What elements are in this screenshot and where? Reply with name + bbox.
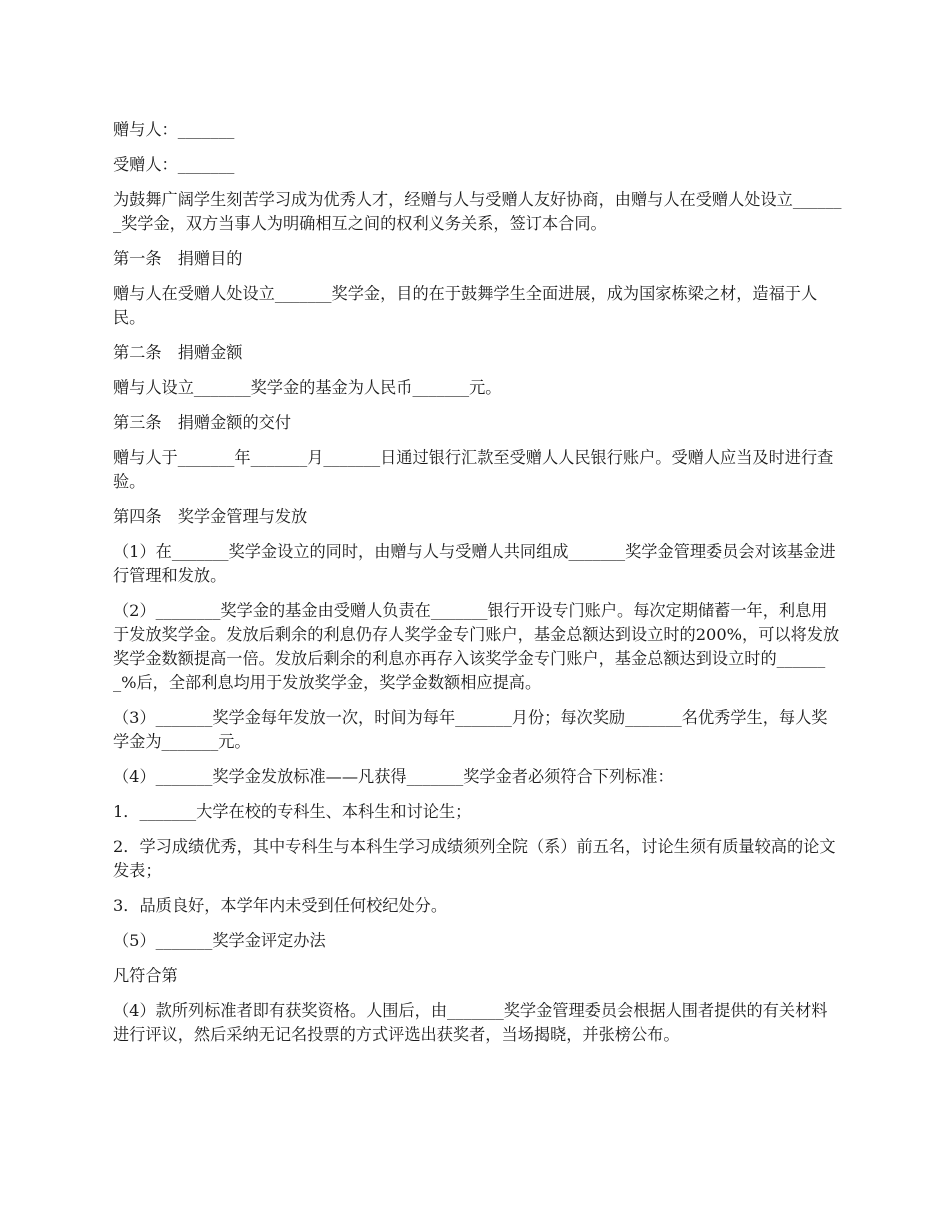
- criteria-1: 1．_______大学在校的专科生、本科生和讨论生；: [113, 802, 472, 821]
- criteria-3: 3．品质良好，本学年内未受到任何校纪处分。: [113, 896, 448, 915]
- article-2-text: 赠与人设立_______奖学金的基金为人民币_______元。: [113, 378, 502, 397]
- article-1-text: 赠与人在受赠人处设立_______奖学金，目的在于鼓舞学生全面进展，成为国家栋梁之材，造福于人民。: [113, 284, 818, 327]
- article-4-heading: 第四条 奖学金管理与发放: [113, 507, 308, 526]
- donor-line: 赠与人：_______: [113, 120, 235, 139]
- article-4-item-5-text: （4）款所列标准者即有获奖资格。人围后，由_______奖学金管理委员会根据人围者提供的有关材料进行评议，然后采纳无记名投票的方式评选出获奖者，当场揭晓，并张榜公布。: [113, 1001, 828, 1044]
- criteria-2: 2．学习成绩优秀，其中专科生与本科生学习成绩须列全院（系）前五名，讨论生须有质量较高的论文发表；: [113, 837, 836, 880]
- contract-document: [113, 118, 843, 1058]
- article-3-text: 赠与人于_______年_______月_______日通过银行汇款至受赠人人民银行账户。受赠人应当及时进行查验。: [113, 448, 834, 491]
- recipient-line: 受赠人：_______: [113, 155, 235, 174]
- article-4-item-2: （2）________奖学金的基金由受赠人负责在_______银行开设专门账户。每次定期储蓄一年，利息用于发放奖学金。发放后剩余的利息仍存人奖学金专门账户，基金总额达到设立时的200%，可以将发放奖学金数额提高一倍。发放后剩余的利息亦再存入该奖学金专门账户，基金总额达到设立时的_______%后，全部利息均用于发放奖学金，奖学金数额相应提高。: [113, 601, 840, 692]
- article-4-item-4: （4）_______奖学金发放标准——凡获得_______奖学金者必须符合下列标准：: [113, 767, 674, 786]
- preamble-paragraph: 为鼓舞广阔学生刻苦学习成为优秀人才，经赠与人与受赠人友好协商，由赠与人在受赠人处设立_______奖学金，双方当事人为明确相互之间的权利义务关系，签订本合同。: [113, 190, 842, 233]
- article-4-item-5-lead: 凡符合第: [113, 966, 178, 985]
- article-3-heading: 第三条 捐赠金额的交付: [113, 413, 292, 432]
- article-2-heading: 第二条 捐赠金额: [113, 343, 243, 362]
- article-1-heading: 第一条 捐赠目的: [113, 249, 243, 268]
- article-4-item-5: （5）_______奖学金评定办法: [113, 931, 326, 950]
- article-4-item-1: （1）在_______奖学金设立的同时，由赠与人与受赠人共同组成_______奖学金管理委员会对该基金进行管理和发放。: [113, 542, 836, 585]
- article-4-item-3: （3）_______奖学金每年发放一次，时间为每年_______月份；每次奖励_______名优秀学生，每人奖学金为_______元。: [113, 708, 828, 751]
